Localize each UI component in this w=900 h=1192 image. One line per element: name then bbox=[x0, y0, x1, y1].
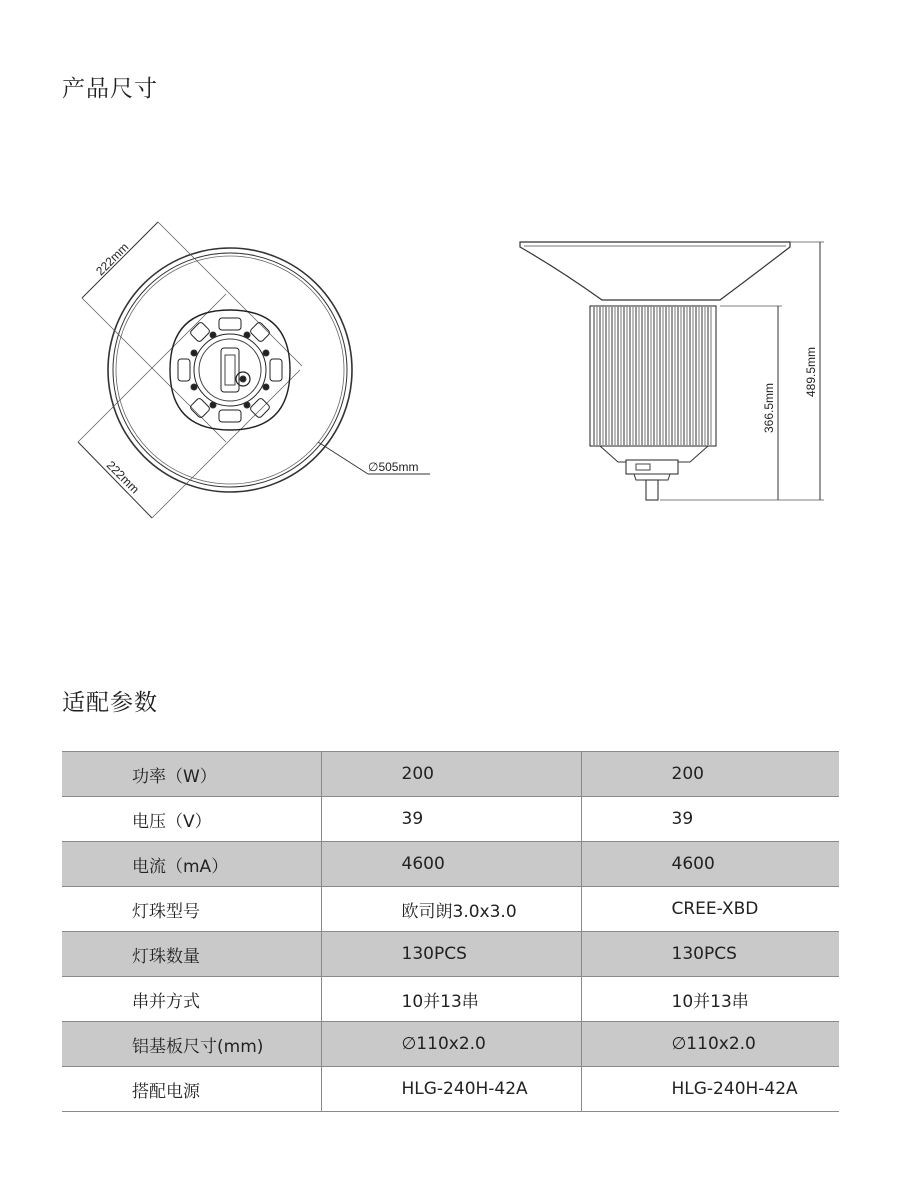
value-cell: HLG-240H-42A bbox=[581, 1067, 839, 1112]
heatsink-fins bbox=[594, 307, 711, 445]
table-row bbox=[62, 1022, 839, 1067]
table-row bbox=[62, 932, 839, 977]
row-label: 串并方式 bbox=[62, 977, 321, 1022]
row-label: 灯珠数量 bbox=[62, 932, 321, 977]
table-row bbox=[62, 1067, 839, 1112]
row-label: 功率（W） bbox=[62, 752, 321, 797]
table-row bbox=[62, 977, 839, 1022]
value-cell: CREE-XBD bbox=[581, 887, 839, 932]
section-title-product-size: 产品尺寸 bbox=[62, 76, 158, 102]
value-cell: 4600 bbox=[321, 842, 581, 887]
value-cell: HLG-240H-42A bbox=[321, 1067, 581, 1112]
dim-label-total-height: 489.5mm bbox=[804, 346, 818, 398]
dim-label-body-height: 366.5mm bbox=[762, 382, 776, 434]
value-cell: 130PCS bbox=[581, 932, 839, 977]
row-label: 电压（V） bbox=[62, 797, 321, 842]
value-cell: 4600 bbox=[581, 842, 839, 887]
value-cell: ∅110x2.0 bbox=[581, 1022, 839, 1067]
row-label: 搭配电源 bbox=[62, 1067, 321, 1112]
row-label: 电流（mA） bbox=[62, 842, 321, 887]
section-title-params: 适配参数 bbox=[62, 690, 158, 716]
value-cell: 39 bbox=[581, 797, 839, 842]
table-row bbox=[62, 797, 839, 842]
dim-label-upper: 222mm bbox=[93, 240, 132, 279]
row-label: 灯珠型号 bbox=[62, 887, 321, 932]
side-view bbox=[520, 242, 790, 446]
value-cell: 39 bbox=[321, 797, 581, 842]
table-row bbox=[62, 752, 839, 797]
value-cell: 10并13串 bbox=[321, 977, 581, 1022]
table-row bbox=[62, 842, 839, 887]
table-row bbox=[62, 887, 839, 932]
params-table bbox=[62, 751, 839, 1112]
dim-label-diameter: ∅505mm bbox=[368, 460, 419, 474]
value-cell: 130PCS bbox=[321, 932, 581, 977]
dim-label-lower: 222mm bbox=[103, 458, 142, 497]
side-view-base bbox=[600, 242, 824, 500]
value-cell: 200 bbox=[581, 752, 839, 797]
value-cell: 欧司朗3.0x3.0 bbox=[321, 887, 581, 932]
value-cell: 200 bbox=[321, 752, 581, 797]
row-label: 铝基板尺寸(mm) bbox=[62, 1022, 321, 1067]
value-cell: ∅110x2.0 bbox=[321, 1022, 581, 1067]
value-cell: 10并13串 bbox=[581, 977, 839, 1022]
